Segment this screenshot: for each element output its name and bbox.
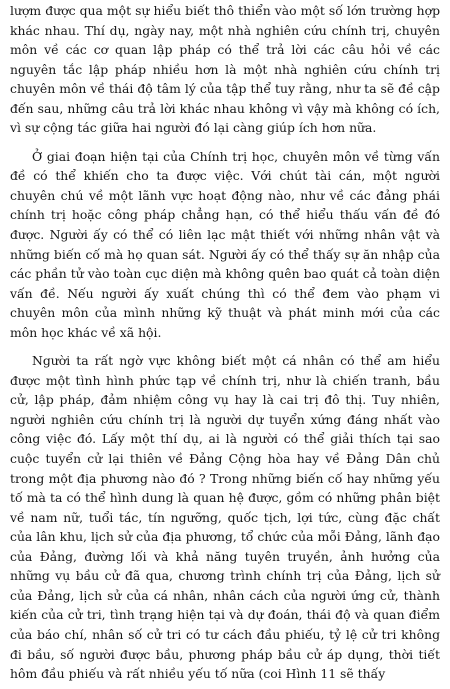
paragraph-3: Người ta rất ngờ vực không biết một cá nhân có thể am hiểu được một tình hình phức tạp về chính trị, như là chiến tranh, bầu cử, lập pháp, đảm nhiệm công vụ hay là cai trị đô thị. Tuy nhiên, người nghiên cứu chính trị là người dự tuyển xứng đáng nhất vào công việc đó. Lấy một thí dụ, ai là người có thể giải thích tại sao cuộc tuyển cử lại thiên về Đảng Cộng hòa hay về Đảng Dân chủ trong một địa phương nào đó ? Trong những biến cố hay những yếu tố mà ta có thể hình dung là quan hệ được, gồm có những phân biệt về nam nữ, tuổi tác, tín ngưỡng, quốc tịch, lợi tức, cùng đặc chất của lân khu, lịch sử của địa phương, tổ chức của mỗi Đảng, lãnh đạo của Đảng, đường lối và khả năng tuyên truyền, ảnh hưởng của những vụ bầu cử đã qua, chương trình chính trị của Đảng, lịch sử của Đảng, lịch sử của cá nhân, nhân cách của người ứng cử, thành kiến của cử tri, tình trạng hiện tại và dự đoán, thái độ và quan điểm của báo chí, nhân số cử tri có tư cách đầu phiếu, tỷ lệ cử tri không đi bầu, số người được bầu, phương pháp bầu cử áp dụng, thời tiết hôm đầu phiếu và rất nhiều yếu tố nữa (coi Hình 11 sẽ thấy <box>10 353 440 682</box>
paragraph-2: Ở giai đoạn hiện tại của Chính trị học, chuyên môn về từng vấn đề có thể khiến cho ta được việc. Với chút tài cán, một người chuyên chú về một lãnh vực hoạt động nào, như về các đảng phái chính trị hoặc công pháp chẳng hạn, có thể hiểu thấu vấn đề đó được. Người ấy có thể có liên lạc mật thiết với những nhân vật và những biến cố mà họ quan sát. Người ấy có thể thấy sự ăn nhập của các phần tử vào toàn cục diện mà không quên bao quát cả toàn diện vấn đề. Nếu người ấy xuất chúng thì có thể đem vào phạm vi chuyên môn của mình những kỹ thuật và phát minh mới của các môn học khác về xã hội. <box>10 148 440 340</box>
paragraph-1: lượm được qua một sự hiểu biết thô thiển vào một số lớn trường hợp khác nhau. Thí dụ, ngày nay, một nhà nghiên cứu chính trị, chuyên môn về các cơ quan lập pháp có thể trả lời các câu hỏi về các nguyên tắc lập pháp nhiều hơn là một nhà nghiên cứu chính trị chuyên môn về thái độ tâm lý của tập thể tuy rằng, như ta sẽ đề cập đến sau, những câu trả lời khác nhau không vì vậy mà không có ích, vì sự cộng tác giữa hai người đó lại càng giúp ích hơn nữa. <box>10 3 440 136</box>
